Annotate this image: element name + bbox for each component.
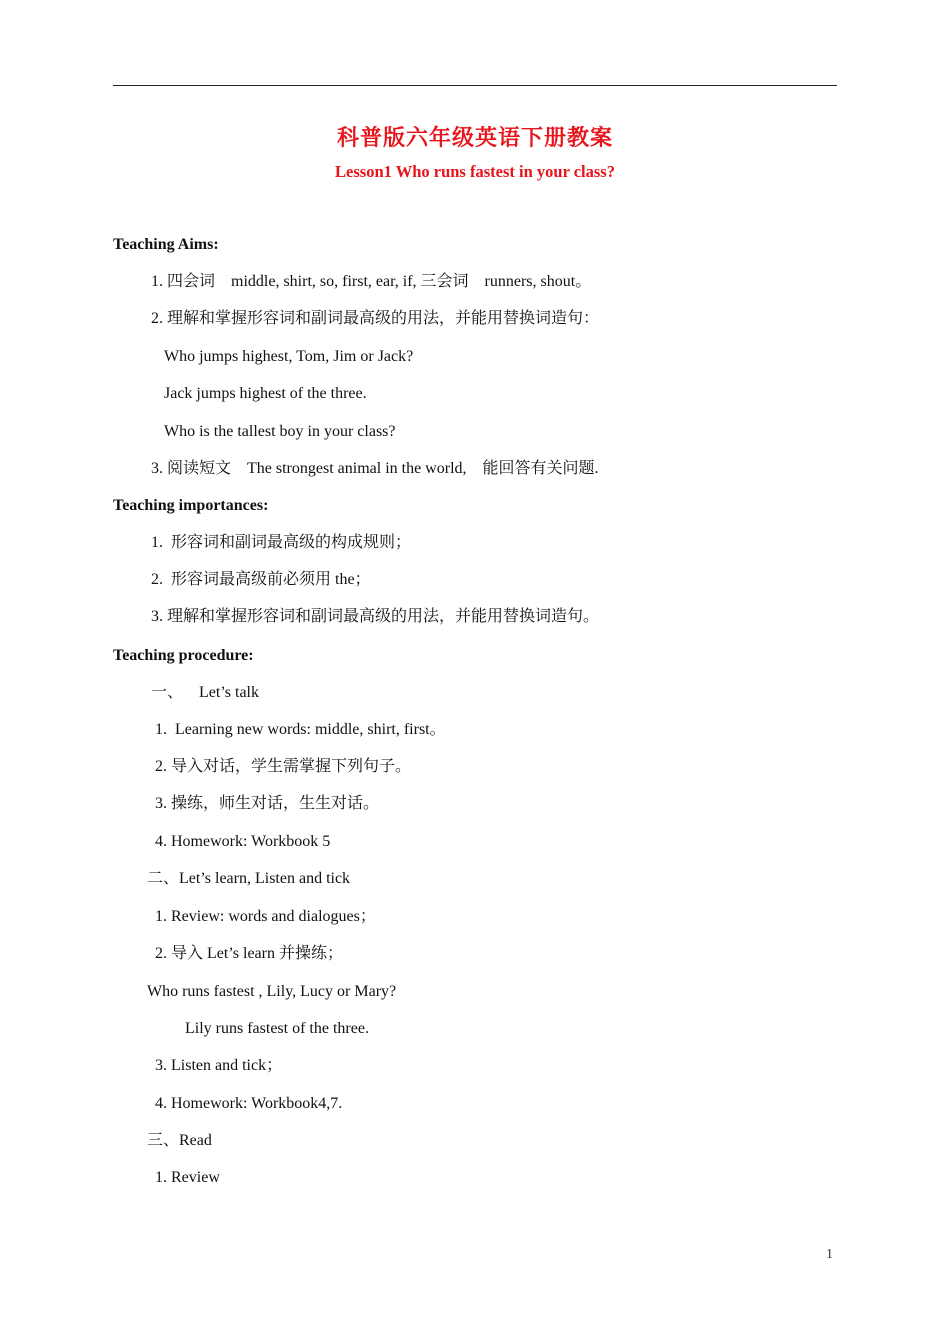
procedure-1-step-4: 4. Homework: Workbook 5 bbox=[155, 833, 331, 850]
page-number: 1 bbox=[826, 1247, 833, 1262]
importances-item-1: 1. 形容词和副词最高级的构成规则； bbox=[151, 534, 412, 551]
header-rule bbox=[113, 85, 837, 86]
aims-example-3: Who is the tallest boy in your class? bbox=[164, 423, 396, 440]
aims-item-2: 2. 理解和掌握形容词和副词最高级的用法，并能用替换词造句： bbox=[151, 310, 600, 327]
heading-teaching-aims: Teaching Aims: bbox=[113, 236, 219, 253]
aims-item-1: 1. 四会词 middle, shirt, so, first, ear, if, 三会词 runners, shout。 bbox=[151, 273, 592, 290]
procedure-2-step-4: 4. Homework: Workbook4,7. bbox=[155, 1095, 343, 1112]
procedure-2-example-1: Who runs fastest , Lily, Lucy or Mary? bbox=[147, 983, 397, 1000]
procedure-2-step-1: 1. Review: words and dialogues； bbox=[155, 908, 376, 925]
procedure-1-step-2: 2. 导入对话，学生需掌握下列句子。 bbox=[155, 758, 412, 775]
aims-item-3: 3. 阅读短文 The strongest animal in the world, 能回答有关问题. bbox=[151, 460, 599, 477]
procedure-section-2: 二、Let’s learn, Listen and tick bbox=[147, 870, 351, 887]
heading-teaching-importances: Teaching importances: bbox=[113, 497, 269, 514]
procedure-2-step-3: 3. Listen and tick； bbox=[155, 1057, 283, 1074]
procedure-1-step-3: 3. 操练，师生对话，生生对话。 bbox=[155, 795, 380, 812]
procedure-section-1: 一、 Let’s talk bbox=[151, 684, 259, 701]
importances-item-2: 2. 形容词最高级前必须用 the； bbox=[151, 571, 371, 588]
aims-example-1: Who jumps highest, Tom, Jim or Jack? bbox=[164, 348, 414, 365]
procedure-2-step-2: 2. 导入 Let’s learn 并操练； bbox=[155, 945, 343, 962]
document-title: 科普版六年级英语下册教案 bbox=[336, 125, 613, 150]
aims-example-2: Jack jumps highest of the three. bbox=[164, 385, 367, 402]
importances-item-3: 3. 理解和掌握形容词和副词最高级的用法，并能用替换词造句。 bbox=[151, 608, 600, 625]
procedure-3-step-1: 1. Review bbox=[155, 1169, 220, 1186]
procedure-2-example-2: Lily runs fastest of the three. bbox=[185, 1020, 369, 1037]
document-subtitle: Lesson1 Who runs fastest in your class? bbox=[335, 162, 615, 181]
procedure-section-3: 三、Read bbox=[147, 1132, 212, 1149]
heading-teaching-procedure: Teaching procedure: bbox=[113, 647, 254, 664]
procedure-1-step-1: 1. Learning new words: middle, shirt, first。 bbox=[155, 721, 446, 738]
